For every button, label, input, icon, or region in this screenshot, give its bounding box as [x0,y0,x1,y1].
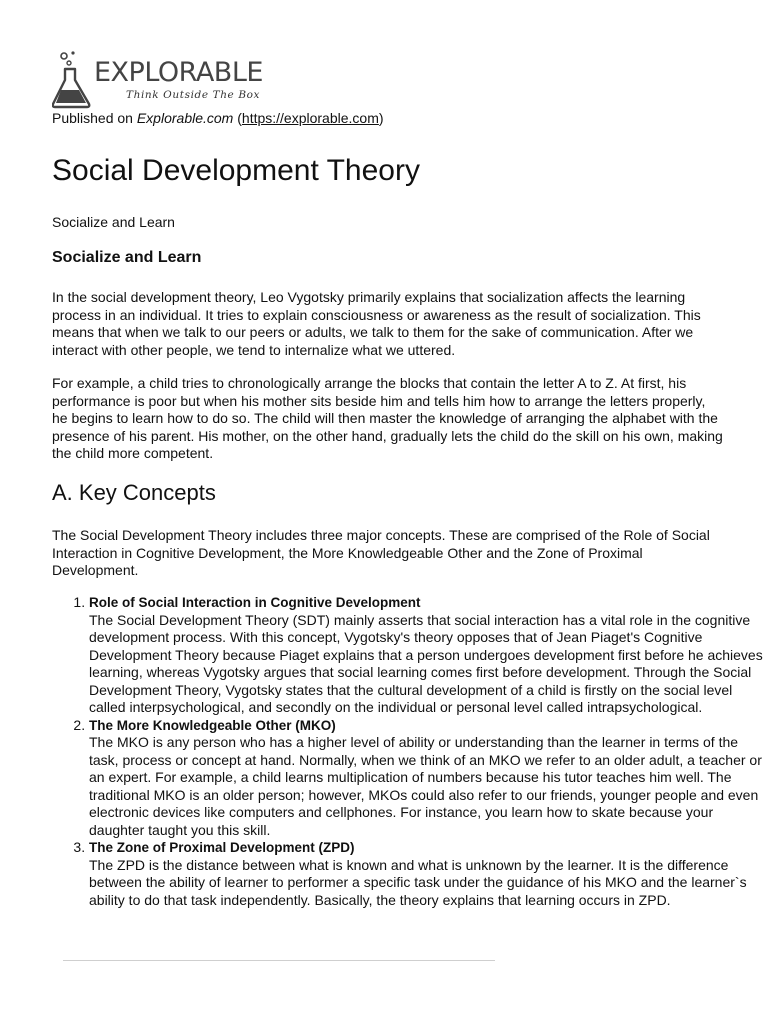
concept-title: 1. Role of Social Interaction in Cognitive Development [89,595,421,610]
site-logo[interactable] [52,50,282,112]
published-open-paren: ( [233,110,242,126]
concept-title: 3. The Zone of Proximal Development (ZPD) [89,840,355,855]
published-site: Explorable.com [136,110,234,126]
key-concepts-heading: A. Key Concepts [52,480,216,505]
list-item [89,839,768,909]
concept-title: 2. The More Knowledgeable Other (MKO) [89,717,336,733]
published-url-link[interactable]: https://explorable.com [241,110,379,126]
intro-paragraph-2: For example, a child tries to chronologically arrange the blocks that contain the letter A to Z. At first, his performance is poor but when his mother sits beside him and tells him how to arrange the letters properly, he begins to learn how to do so. The child will then master the knowledge of arranging the alphabet with the presence of his parent. His mother, on the other hand, gradually lets the child do the skill on his own, making the child more competent. [52,375,723,461]
list-item [89,717,768,840]
logo-wordmark: EXPLORABLE [94,57,263,88]
concept-body: The ZPD is the distance between what is known and what is unknown by the learner. It is the difference between the ability of learner to performer a specific task under the guidance of his MKO and the learner`s ability to do that task independently. Basically, the theory explains that learning occurs in ZPD. [89,856,747,908]
bottom-divider [63,960,495,961]
section-heading: Socialize and Learn [52,249,202,266]
concept-body: The MKO is any person who has a higher level of ability or understanding than the learner in terms of the task, process or concept at hand. Normally, when we think of an MKO we refer to an older adult, a teacher or an expert. For example, a child learns multiplication of numbers because his tutor teaches him well. The traditional MKO is an older person; however, MKOs could also refer to our friends, younger people and even electronic devices like computers and cellphones. For instance, you learn how to skate because your daughter taught you this skill. [89,734,762,838]
published-prefix: Published on [52,110,137,126]
list-item [89,594,768,717]
concept-body: The Social Development Theory (SDT) mainly asserts that social interaction has a vital role in the cognitive development process. With this concept, Vygotsky's theory opposes that of Jean Piaget's Cognitive Development Theory because Piaget explains that a person undergoes development first before he achieves learning, whereas Vygotsky argues that social learning comes first before development. Through the Social Development Theory, Vygotsky states that the cultural development of a child is firstly on the social level called interpsychological, and secondly on the individual or personal level called intrapsychological. [89,611,763,715]
logo-tagline: Think Outside The Box [126,89,261,101]
published-close-paren: ) [378,110,384,126]
flask-icon [52,50,96,112]
key-concepts-intro: The Social Development Theory includes three major concepts. These are comprised of the Role of Social Interaction in Cognitive Development, the More Knowledgeable Other and the Zone of Proximal Development. [52,527,710,578]
page-title: Social Development Theory [52,154,420,187]
intro-paragraph-1: In the social development theory, Leo Vygotsky primarily explains that socialization affects the learning process in an individual. It tries to explain consciousness or awareness as the result of socialization. This means that when we talk to our peers or adults, we talk to them for the sake of communication. After we interact with other people, we tend to internalize what we uttered. [52,289,701,358]
published-line [52,110,384,126]
page-subtitle: Socialize and Learn [52,214,175,230]
key-concepts-list [52,594,768,909]
